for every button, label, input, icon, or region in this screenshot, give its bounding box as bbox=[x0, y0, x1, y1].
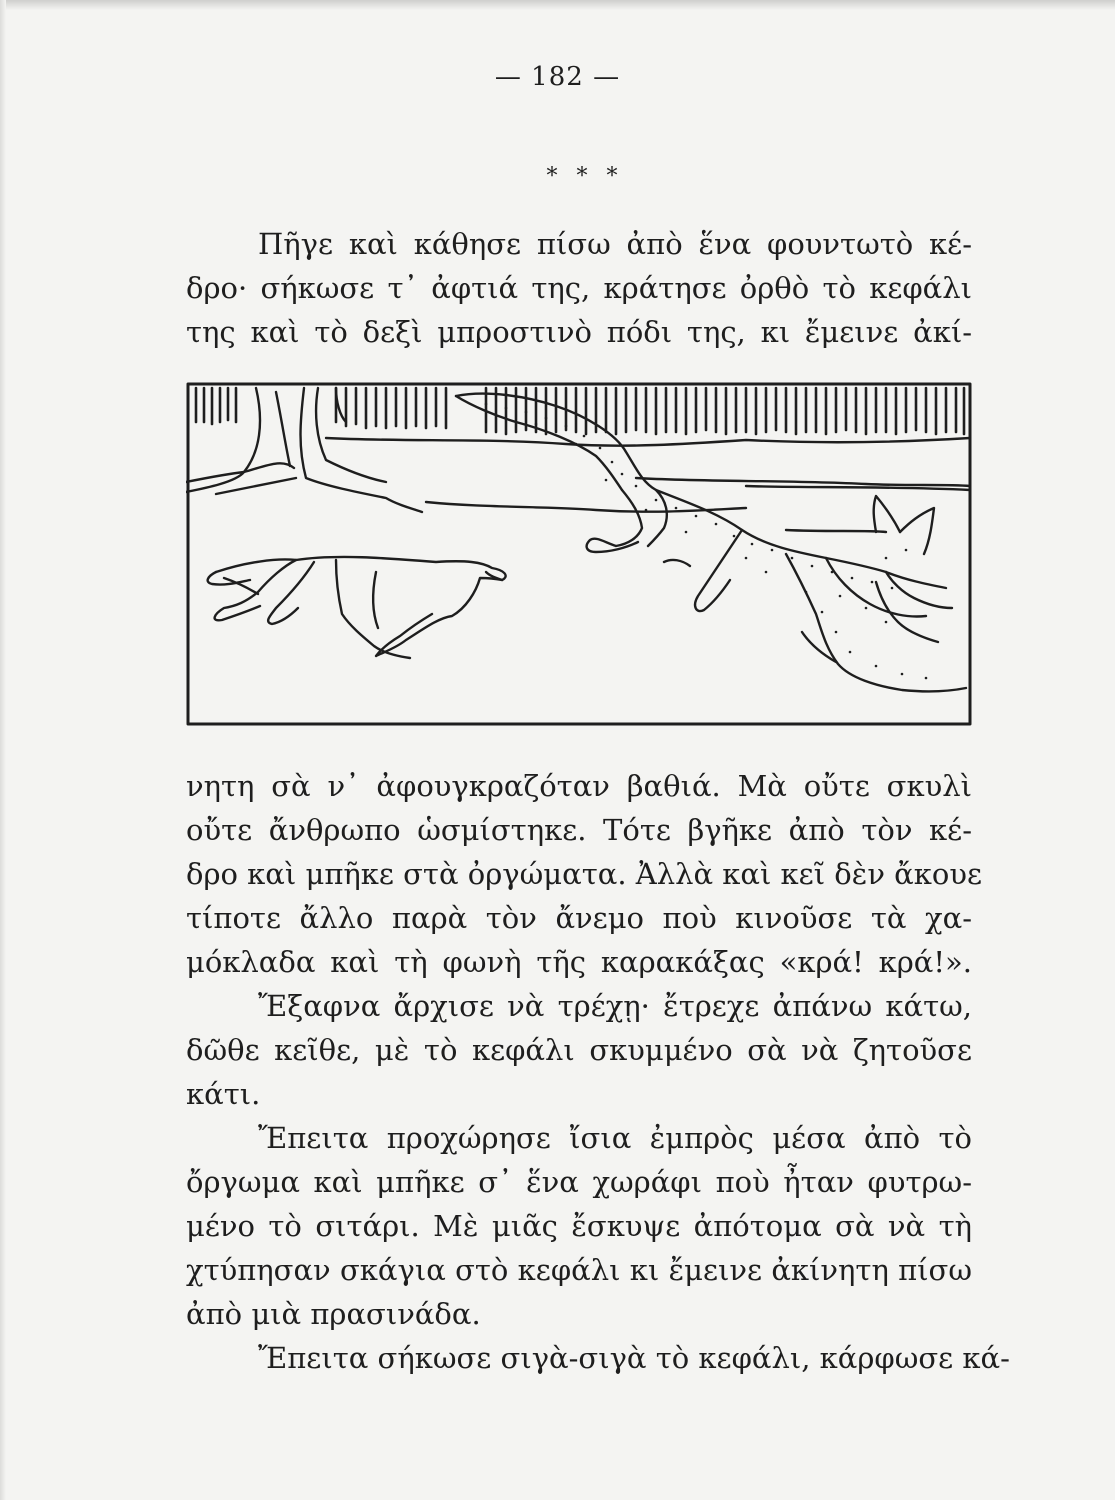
text-line: μένο τὸ σιτάρι. Μὲ μιᾶς ἔσκυψε ἀπότομα σὰ νὰ τὴ bbox=[186, 1209, 972, 1243]
fox-figure bbox=[456, 394, 966, 692]
text-line: χτύπησαν σκάγια στὸ κεφάλι κι ἔμεινε ἀκίνητη πίσω bbox=[186, 1253, 972, 1287]
illustration-frame bbox=[188, 384, 970, 724]
text-line: δρο· σήκωσε τ᾽ ἀφτιά της, κράτησε ὀρθὸ τὸ κεφάλι bbox=[186, 271, 972, 305]
page-top-shadow bbox=[0, 0, 1115, 10]
forest-stripes bbox=[196, 388, 964, 434]
text-line: ὄργωμα καὶ μπῆκε σ᾽ ἕνα χωράφι ποὺ ἦταν φυτρω- bbox=[186, 1165, 972, 1199]
hound-figure bbox=[208, 557, 506, 658]
text-line: Ἔπειτα προχώρησε ἴσια ἐμπρὸς μέσα ἀπὸ τὸ bbox=[258, 1121, 972, 1155]
text-line: δῶθε κεῖθε, μὲ τὸ κεφάλι σκυμμένο σὰ νὰ ζητοῦσε bbox=[186, 1033, 972, 1067]
text-line: νητη σὰ ν᾽ ἀφουγκραζόταν βαθιά. Μὰ οὔτε σκυλὶ bbox=[186, 769, 972, 803]
page-edge-shadow bbox=[0, 0, 6, 1500]
text-line: ἀπὸ μιὰ πρασινάδα. bbox=[186, 1297, 481, 1331]
text-block-top bbox=[186, 222, 972, 354]
text-line: δρο καὶ μπῆκε στὰ ὀργώματα. Ἀλλὰ καὶ κεῖ δὲν ἄκουε bbox=[186, 857, 982, 891]
section-separator: * * * bbox=[546, 164, 624, 189]
text-line: Ἔξαφνα ἄρχισε νὰ τρέχῃ· ἔτρεχε ἀπάνω κάτω, bbox=[258, 989, 972, 1023]
text-line: της καὶ τὸ δεξὶ μπροστινὸ πόδι της, κι ἔμεινε ἀκί- bbox=[186, 315, 972, 349]
text-line: κάτι. bbox=[186, 1077, 261, 1111]
text-block-bottom bbox=[186, 764, 1010, 1380]
text-line: μόκλαδα καὶ τὴ φωνὴ τῆς καρακάξας «κρά! κρά!». bbox=[186, 945, 972, 979]
text-line: οὔτε ἄνθρωπο ὡσμίστηκε. Τότε βγῆκε ἀπὸ τὸν κέ- bbox=[186, 813, 972, 847]
fox-hound-illustration bbox=[186, 382, 972, 728]
text-line: Πῆγε καὶ κάθησε πίσω ἀπὸ ἕνα φουντωτὸ κέ- bbox=[258, 227, 972, 261]
page-number: — 182 — bbox=[494, 62, 621, 92]
text-line: τίποτε ἄλλο παρὰ τὸν ἄνεμο ποὺ κινοῦσε τὰ χα- bbox=[186, 901, 972, 935]
text-line: Ἔπειτα σήκωσε σιγὰ-σιγὰ τὸ κεφάλι, κάρφωσε κά- bbox=[258, 1341, 1010, 1375]
